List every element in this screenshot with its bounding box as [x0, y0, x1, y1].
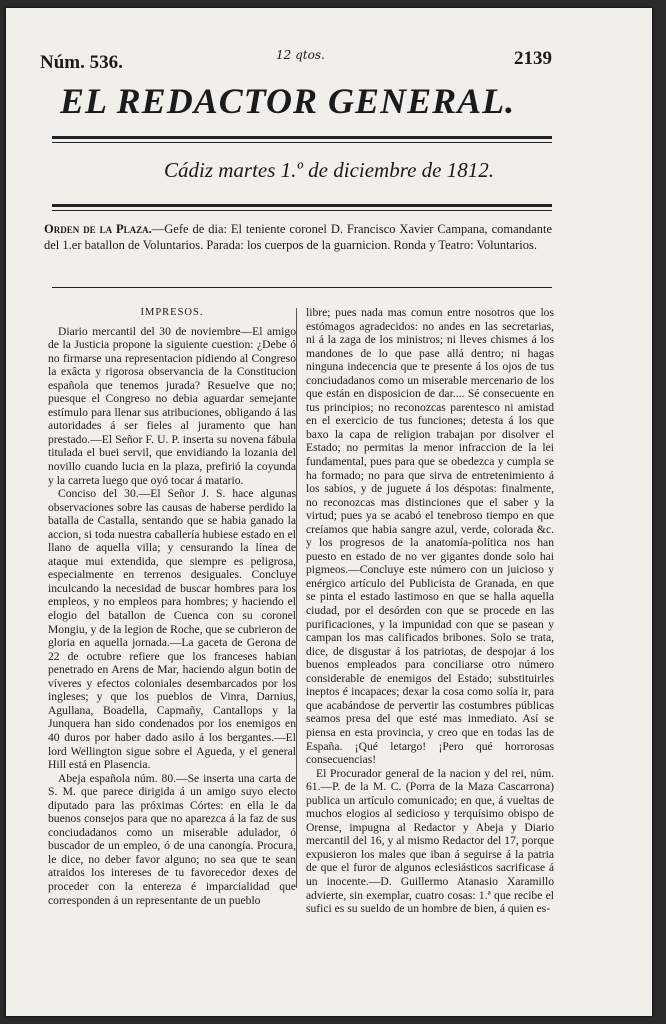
- masthead-rule-bottom: [52, 142, 552, 143]
- dateline-rule-bottom: [52, 210, 552, 211]
- dateline-rule-top: [52, 204, 552, 207]
- article-paragraph: El Procurador general de la nacion y del rei, núm. 61.—P. de la M. C. (Porra de la Maza Cascarrona) publica un artículo comunicado; en que, á vueltas de muchos elogios al sedicioso y terquísimo obispo de Orense, impugna al Redactor y Abeja y Diario mercantil del 16, y al mismo Redactor del 17, porque expusieron los males que iban á seguirse á la patria de que el furor de algunos eclesiásticos sacrificase á un inocente.—D. Guillermo Atanasio Xaramillo advierte, sin exemplar, cuatro cosas: 1.ª que recibe el sufici es su sueldo de un hombre de bien, á quien es-: [306, 766, 554, 916]
- section-heading: IMPRESOS.: [140, 307, 204, 318]
- article-paragraph: libre; pues nada mas comun entre nosotros que los estómagos agradecidos: no andes en las secretarias, ni á la zaga de los ministros; ni lleves chismes á los mandones de lo que pase allá dentro; ni hagas ninguna indecencia que te presente á los ojos de tus conciudadanos como un miserable mercenario de los que están en disposicion de dar.... Sé consecuente en tus principios; no reconozcas parentesco ni amistad en el exercicio de tus funciones; detesta á los que baxo la capa de religion trabajan por disolver el Estado; no permitas la menor infraccion de la lei fundamental, pues para que se obedezca y cumpla se ha formado; no para que sirva de entretenimiento á los sabios, y de juguete á los déspotas: finalmente, no reconozcas mas distinciones que el saber y la virtud; pues ya se acabó el tenebroso tiempo en que creíamos que habia sangre azul, verde, colorada &c. y los progresos de la anatomía-política nos han puesto en estado de no ver gigantes donde solo hai pigmeos.—Concluye este número con un juicioso y enérgico artículo del Publicista de Granada, en que se pinta el estado lastimoso en que se halla aquella ciudad, por el desórden con que se procede en las purificaciones, y la impunidad con que se pasean y campan los mas calificados bribones. Solo se trata, dice, de disgustar á los patriotas, de despojar á los buenos empleados para conciliarse otro número considerable de enemigos del Estado; substituirles ineptos é incapaces; dexar la cosa como solía ir, para que acabándose de pervertir las costumbres públicas seamos presa del que esté mas inmediato. Así se piensa en esta provincia, y creo que en todas las de España. ¡Qué letargo! ¡Pero qué horrorosas consecuencias!: [306, 306, 554, 767]
- masthead-rule-top: [52, 136, 552, 139]
- article-paragraph: Diario mercantil del 30 de noviembre—El amigo de la Justicia propone la siguiente cuestion: ¿Debe ó no firmarse una representacion pidiendo al Congreso la exâcta y rigorosa observancia de la Constitucion española que tenemos jurada? Resuelve que no; puesque el Congreso no debia aguardar semejante estímulo para llenar sus atribuciones, obligando á las autoridades á ser fieles al juramento que han prestado.—El Señor F. U. P. inserta su novena fábula titulada el buei servil, que envidiando la lozania del novillo cuando lucia en la plaza, prefirió la coyunda y la carreta luego que oyó tocar á matario.: [48, 324, 296, 487]
- column-divider: [296, 308, 297, 888]
- left-column: [48, 306, 296, 907]
- issue-number: Núm. 536.: [40, 52, 123, 73]
- right-column: [306, 306, 554, 916]
- orden-de-la-plaza: [44, 221, 552, 253]
- orden-text: —Gefe de dia: El teniente coronel D. Francisco Xavier Campana, comandante del 1.er batallon de Voluntarios. Parada: los cuerpos de la guarnicion. Ronda y Teatro: Voluntarios.: [44, 222, 552, 252]
- section-rule: [52, 287, 552, 288]
- dateline: Cádiz martes 1.º de diciembre de 1812.: [163, 158, 495, 182]
- article-paragraph: Conciso del 30.—El Señor J. S. hace algunas observaciones sobre las causas de haberse perdido la batalla de Castalla, sentando que se habia ganado la accion, si toda nuestra caballería hubiese estado en el llano de aquella villa; y censurando la línea de ataque mui extendida, que siempre es peligrosa, especialmente en terrenos desiguales. Concluye inculcando la necesidad de buscar hombres para los empleos, y no empleos para hombres; y haciendo el elogio del batallon de Cuenca con su coronel Mongiu, y de la legion de Roche, que se cubrieron de gloria en aquella jornada.—La gaceta de Gerona de 22 de octubre refiere que los franceses habian penetrado en Arens de Mar, haciendo algun botin de víveres y efectos coloniales desembarcados por los ingleses; y que los pueblos de Vinra, Darnius, Agullana, Boadella, Capmañy, Cantallops y la Junquera han sido condenados por los enemigos en 40 duros por haber dado asilo á los bergantes.—El lord Wellington sigue sobre el Agueda, y el general Hill está en Plasencia.: [48, 487, 296, 772]
- newspaper-page: [6, 8, 652, 1016]
- newspaper-title: EL REDACTOR GENERAL.: [60, 81, 516, 121]
- article-paragraph: Abeja española núm. 80.—Se inserta una carta de S. M. que parece dirigida á un amigo suyo electo diputado para las próximas Córtes: en ella le da buenos consejos para que no aparezca á la faz de sus conciudadanos como un miserable adulador, ó buscador de un empleo, ó de una canongía. Procura, le dice, no deber favor alguno; no sea que te sean atraidos los intereses de tu favorecedor dexes de proceder con la entereza é imparcialidad que corresponden á un representante de un pueblo: [48, 771, 296, 907]
- page-number: 2139: [514, 48, 552, 69]
- price: 12 qtos.: [276, 48, 325, 62]
- orden-label: Orden de la Plaza.: [44, 222, 152, 236]
